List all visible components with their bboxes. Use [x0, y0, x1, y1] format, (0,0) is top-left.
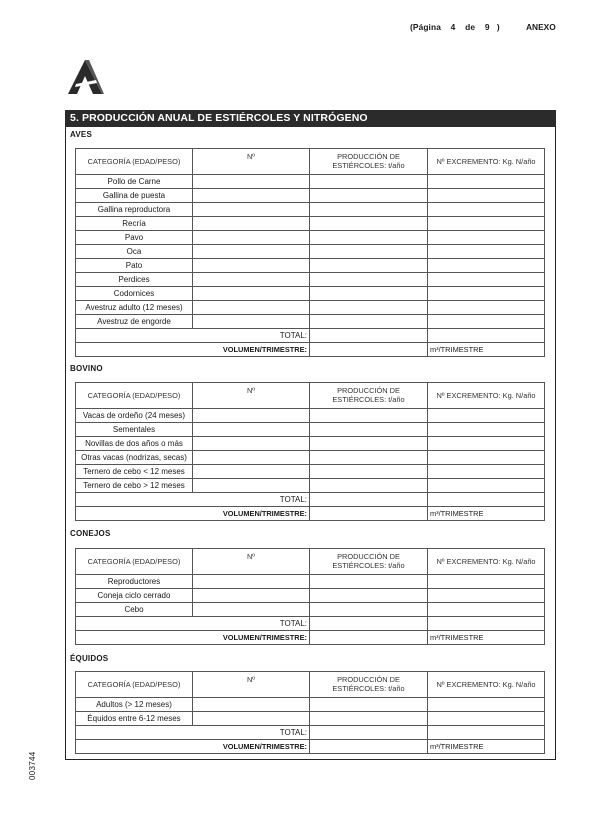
volume-label: VOLUMEN/TRIMESTRE: [76, 343, 310, 357]
excremento-field[interactable] [428, 175, 545, 189]
numero-field[interactable] [193, 273, 310, 287]
excremento-field[interactable] [428, 189, 545, 203]
numero-field[interactable] [193, 175, 310, 189]
excremento-field[interactable] [428, 287, 545, 301]
volume-field[interactable] [310, 631, 428, 645]
table-row [76, 273, 545, 287]
total-row [76, 726, 545, 740]
category-label: Otras vacas (nodrizas, secas) [76, 451, 193, 465]
numero-field[interactable] [193, 301, 310, 315]
table-row [76, 409, 545, 423]
page-suffix: ) [496, 22, 500, 32]
table-row [76, 479, 545, 493]
col-header-numero: Nº [193, 549, 310, 575]
numero-field[interactable] [193, 603, 310, 617]
excremento-field[interactable] [428, 465, 545, 479]
numero-field[interactable] [193, 231, 310, 245]
numero-field[interactable] [193, 437, 310, 451]
anexo-label: ANEXO [526, 22, 556, 32]
total-label: TOTAL: [76, 726, 310, 740]
numero-field[interactable] [193, 479, 310, 493]
table-row [76, 465, 545, 479]
numero-field[interactable] [193, 423, 310, 437]
category-label: Avestruz adulto (12 meses) [76, 301, 193, 315]
excremento-field[interactable] [428, 423, 545, 437]
total-excremento-field[interactable] [428, 329, 545, 343]
col-header-numero: Nº [193, 149, 310, 175]
volume-row [76, 507, 545, 521]
excremento-field[interactable] [428, 712, 545, 726]
volume-unit: m³/TRIMESTRE [428, 343, 545, 357]
table-row [76, 231, 545, 245]
page-de: de [465, 22, 476, 32]
excremento-field[interactable] [428, 315, 545, 329]
table-row [76, 423, 545, 437]
produccion-field[interactable] [310, 423, 428, 437]
excremento-field[interactable] [428, 479, 545, 493]
produccion-field[interactable] [310, 217, 428, 231]
produccion-field[interactable] [310, 189, 428, 203]
numero-field[interactable] [193, 575, 310, 589]
table-header-row [76, 383, 545, 409]
table-row [76, 287, 545, 301]
conejos-table [75, 548, 545, 645]
volume-label: VOLUMEN/TRIMESTRE: [76, 740, 310, 754]
table-row [76, 603, 545, 617]
category-label: Avestruz de engorde [76, 315, 193, 329]
total-excremento-field[interactable] [428, 726, 545, 740]
numero-field[interactable] [193, 217, 310, 231]
col-header-produccion: PRODUCCIÓN DE ESTIÉRCOLES: t/año [310, 383, 428, 409]
col-header-excremento: Nº EXCREMENTO: Kg. N/año [428, 149, 545, 175]
table-row [76, 712, 545, 726]
col-header-categoria: CATEGORÍA (EDAD/PESO) [76, 149, 193, 175]
excremento-field[interactable] [428, 575, 545, 589]
document-code: 003744 [28, 751, 37, 780]
col-header-categoria: CATEGORÍA (EDAD/PESO) [76, 549, 193, 575]
volume-label: VOLUMEN/TRIMESTRE: [76, 631, 310, 645]
col-header-numero: Nº [193, 383, 310, 409]
total-excremento-field[interactable] [428, 493, 545, 507]
excremento-field[interactable] [428, 603, 545, 617]
total-row [76, 493, 545, 507]
produccion-field[interactable] [310, 575, 428, 589]
col-header-numero: Nº [193, 672, 310, 698]
volume-row [76, 343, 545, 357]
excremento-field[interactable] [428, 437, 545, 451]
produccion-field[interactable] [310, 589, 428, 603]
numero-field[interactable] [193, 315, 310, 329]
col-header-excremento: Nº EXCREMENTO: Kg. N/año [428, 383, 545, 409]
numero-field[interactable] [193, 245, 310, 259]
form-section-title: 5. PRODUCCIÓN ANUAL DE ESTIÉRCOLES Y NITRÓGENO [65, 110, 556, 127]
numero-field[interactable] [193, 189, 310, 203]
produccion-field[interactable] [310, 301, 428, 315]
col-header-produccion: PRODUCCIÓN DE ESTIÉRCOLES: t/año [310, 149, 428, 175]
col-header-categoria: CATEGORÍA (EDAD/PESO) [76, 383, 193, 409]
category-label: Gallina reproductora [76, 203, 193, 217]
category-label: Reproductores [76, 575, 193, 589]
produccion-field[interactable] [310, 437, 428, 451]
excremento-field[interactable] [428, 217, 545, 231]
category-label: Ternero de cebo < 12 meses [76, 465, 193, 479]
category-label: Pato [76, 259, 193, 273]
produccion-field[interactable] [310, 712, 428, 726]
table-row [76, 315, 545, 329]
category-label: Pollo de Carne [76, 175, 193, 189]
category-label: Ternero de cebo > 12 meses [76, 479, 193, 493]
category-label: Pavo [76, 231, 193, 245]
andalucia-logo-icon [66, 58, 104, 96]
numero-field[interactable] [193, 589, 310, 603]
numero-field[interactable] [193, 698, 310, 712]
page-indicator [410, 22, 500, 32]
volume-unit: m³/TRIMESTRE [428, 740, 545, 754]
col-header-categoria: CATEGORÍA (EDAD/PESO) [76, 672, 193, 698]
produccion-field[interactable] [310, 315, 428, 329]
numero-field[interactable] [193, 451, 310, 465]
page-prefix: (Página [410, 22, 441, 32]
total-row [76, 617, 545, 631]
total-produccion-field[interactable] [310, 617, 428, 631]
total-produccion-field[interactable] [310, 493, 428, 507]
numero-field[interactable] [193, 409, 310, 423]
excremento-field[interactable] [428, 409, 545, 423]
excremento-field[interactable] [428, 259, 545, 273]
volume-field[interactable] [310, 740, 428, 754]
category-label: Coneja ciclo cerrado [76, 589, 193, 603]
total-label: TOTAL: [76, 493, 310, 507]
table-row [76, 217, 545, 231]
aves-table [75, 148, 545, 357]
equidos-table [75, 671, 545, 754]
numero-field[interactable] [193, 287, 310, 301]
table-header-row [76, 672, 545, 698]
total-produccion-field[interactable] [310, 726, 428, 740]
category-label: Oca [76, 245, 193, 259]
produccion-field[interactable] [310, 273, 428, 287]
numero-field[interactable] [193, 203, 310, 217]
excremento-field[interactable] [428, 301, 545, 315]
volume-field[interactable] [310, 507, 428, 521]
category-label: Sementales [76, 423, 193, 437]
table-header-row [76, 549, 545, 575]
category-label: Gallina de puesta [76, 189, 193, 203]
produccion-field[interactable] [310, 245, 428, 259]
total-produccion-field[interactable] [310, 329, 428, 343]
aves-title: AVES [70, 130, 92, 139]
table-row [76, 245, 545, 259]
produccion-field[interactable] [310, 259, 428, 273]
conejos-title: CONEJOS [70, 529, 111, 538]
volume-row [76, 631, 545, 645]
table-row [76, 575, 545, 589]
total-row [76, 329, 545, 343]
produccion-field[interactable] [310, 409, 428, 423]
produccion-field[interactable] [310, 479, 428, 493]
category-label: Recría [76, 217, 193, 231]
produccion-field[interactable] [310, 175, 428, 189]
bovino-table [75, 382, 545, 521]
excremento-field[interactable] [428, 203, 545, 217]
category-label: Adultos (> 12 meses) [76, 698, 193, 712]
page-current: 4 [450, 22, 456, 32]
col-header-excremento: Nº EXCREMENTO: Kg. N/año [428, 549, 545, 575]
table-row [76, 259, 545, 273]
volume-field[interactable] [310, 343, 428, 357]
table-row [76, 698, 545, 712]
category-label: Perdices [76, 273, 193, 287]
table-row [76, 189, 545, 203]
bovino-title: BOVINO [70, 364, 103, 373]
numero-field[interactable] [193, 465, 310, 479]
volume-row [76, 740, 545, 754]
category-label: Vacas de ordeño (24 meses) [76, 409, 193, 423]
excremento-field[interactable] [428, 698, 545, 712]
produccion-field[interactable] [310, 465, 428, 479]
excremento-field[interactable] [428, 231, 545, 245]
table-row [76, 589, 545, 603]
col-header-produccion: PRODUCCIÓN DE ESTIÉRCOLES: t/año [310, 549, 428, 575]
excremento-field[interactable] [428, 273, 545, 287]
excremento-field[interactable] [428, 589, 545, 603]
excremento-field[interactable] [428, 451, 545, 465]
produccion-field[interactable] [310, 698, 428, 712]
total-excremento-field[interactable] [428, 617, 545, 631]
volume-unit: m³/TRIMESTRE [428, 631, 545, 645]
volume-unit: m³/TRIMESTRE [428, 507, 545, 521]
table-row [76, 175, 545, 189]
produccion-field[interactable] [310, 451, 428, 465]
table-row [76, 437, 545, 451]
volume-label: VOLUMEN/TRIMESTRE: [76, 507, 310, 521]
category-label: Équidos entre 6-12 meses [76, 712, 193, 726]
page-total: 9 [484, 22, 490, 32]
numero-field[interactable] [193, 712, 310, 726]
total-label: TOTAL: [76, 617, 310, 631]
table-row [76, 451, 545, 465]
produccion-field[interactable] [310, 231, 428, 245]
table-row [76, 301, 545, 315]
produccion-field[interactable] [310, 287, 428, 301]
col-header-produccion: PRODUCCIÓN DE ESTIÉRCOLES: t/año [310, 672, 428, 698]
table-row [76, 203, 545, 217]
category-label: Cebo [76, 603, 193, 617]
category-label: Codornices [76, 287, 193, 301]
produccion-field[interactable] [310, 203, 428, 217]
excremento-field[interactable] [428, 245, 545, 259]
equidos-title: ÉQUIDOS [70, 654, 109, 663]
produccion-field[interactable] [310, 603, 428, 617]
table-header-row [76, 149, 545, 175]
total-label: TOTAL: [76, 329, 310, 343]
col-header-excremento: Nº EXCREMENTO: Kg. N/año [428, 672, 545, 698]
numero-field[interactable] [193, 259, 310, 273]
category-label: Novillas de dos años o más [76, 437, 193, 451]
